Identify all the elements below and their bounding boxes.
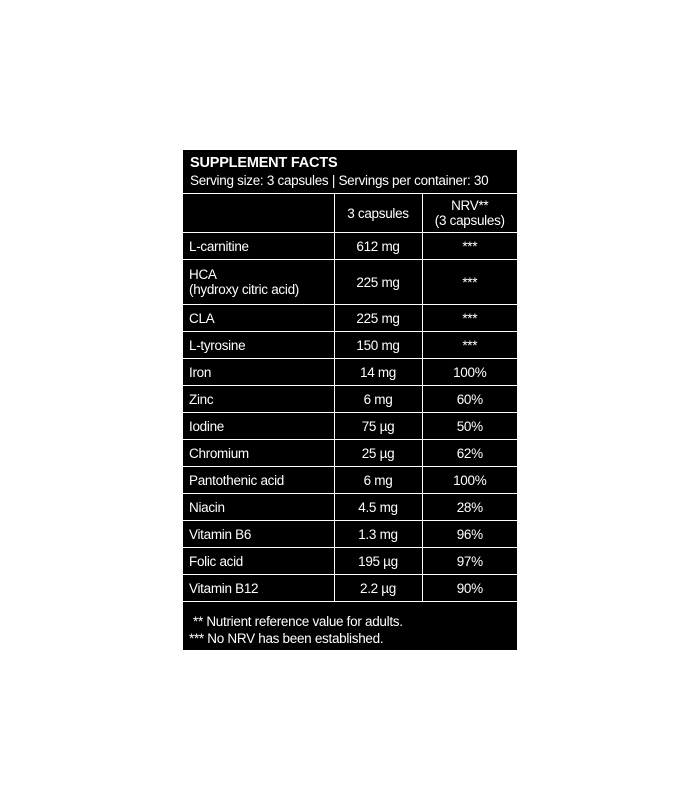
footnotes — [183, 602, 517, 650]
footnote-no-nrv: *** No NRV has been established. — [189, 631, 384, 646]
nutrient-nrv: 60% — [422, 386, 517, 413]
nutrient-nrv: *** — [422, 332, 517, 359]
table-row — [183, 233, 517, 260]
nutrient-nrv: 100% — [422, 359, 517, 386]
header-blank-cell — [183, 194, 334, 233]
nutrient-amount: 6 mg — [334, 467, 422, 494]
nutrient-nrv: 28% — [422, 494, 517, 521]
nutrient-name: Vitamin B6 — [183, 521, 334, 548]
nutrient-amount: 2.2 µg — [334, 575, 422, 602]
nutrient-name: Pantothenic acid — [183, 467, 334, 494]
table-row — [183, 359, 517, 386]
nutrient-name: L-tyrosine — [183, 332, 334, 359]
nutrient-name: Zinc — [183, 386, 334, 413]
nutrient-amount: 75 µg — [334, 413, 422, 440]
nutrient-amount: 612 mg — [334, 233, 422, 260]
table-row — [183, 521, 517, 548]
header-nrv-line1: NRV** — [451, 198, 489, 213]
nutrient-nrv: *** — [422, 260, 517, 305]
table-row — [183, 548, 517, 575]
footnote-nrv: ** Nutrient reference value for adults. — [193, 614, 403, 629]
nutrient-amount: 1.3 mg — [334, 521, 422, 548]
nutrient-amount: 14 mg — [334, 359, 422, 386]
nutrient-amount: 25 µg — [334, 440, 422, 467]
panel-title: SUPPLEMENT FACTS — [190, 155, 338, 171]
nutrient-nrv: 62% — [422, 440, 517, 467]
nutrient-amount: 150 mg — [334, 332, 422, 359]
table-header-row — [183, 194, 517, 233]
nutrient-nrv: 100% — [422, 467, 517, 494]
supplement-facts-panel — [183, 150, 517, 650]
table-row — [183, 494, 517, 521]
nutrient-nrv: 97% — [422, 548, 517, 575]
nutrient-name: Folic acid — [183, 548, 334, 575]
nutrient-amount: 195 µg — [334, 548, 422, 575]
table-row — [183, 305, 517, 332]
table-row — [183, 413, 517, 440]
table-row — [183, 386, 517, 413]
header-nrv-cell — [422, 194, 517, 233]
nutrient-name: Niacin — [183, 494, 334, 521]
nutrient-name: Chromium — [183, 440, 334, 467]
nutrient-name: Iodine — [183, 413, 334, 440]
nutrient-name-line1: HCA — [189, 267, 217, 282]
nutrient-amount: 6 mg — [334, 386, 422, 413]
nutrient-amount: 4.5 mg — [334, 494, 422, 521]
table-row — [183, 467, 517, 494]
table-row — [183, 260, 517, 305]
nutrient-name: Iron — [183, 359, 334, 386]
nutrient-name: CLA — [183, 305, 334, 332]
nutrient-name: L-carnitine — [183, 233, 334, 260]
table-row — [183, 332, 517, 359]
nutrient-name-line2: (hydroxy citric acid) — [189, 282, 299, 297]
header-nrv-line2: (3 capsules) — [434, 213, 505, 228]
nutrient-nrv: 96% — [422, 521, 517, 548]
panel-header — [183, 150, 517, 194]
nutrient-name — [183, 260, 334, 305]
facts-table — [183, 194, 517, 602]
nutrient-amount: 225 mg — [334, 260, 422, 305]
nutrient-nrv: 90% — [422, 575, 517, 602]
table-row — [183, 575, 517, 602]
table-row — [183, 440, 517, 467]
nutrient-nrv: *** — [422, 233, 517, 260]
nutrient-nrv: 50% — [422, 413, 517, 440]
nutrient-name: Vitamin B12 — [183, 575, 334, 602]
nutrient-amount: 225 mg — [334, 305, 422, 332]
serving-info: Serving size: 3 capsules | Servings per container: 30 — [190, 173, 489, 188]
nutrient-nrv: *** — [422, 305, 517, 332]
header-amount-cell: 3 capsules — [334, 194, 422, 233]
